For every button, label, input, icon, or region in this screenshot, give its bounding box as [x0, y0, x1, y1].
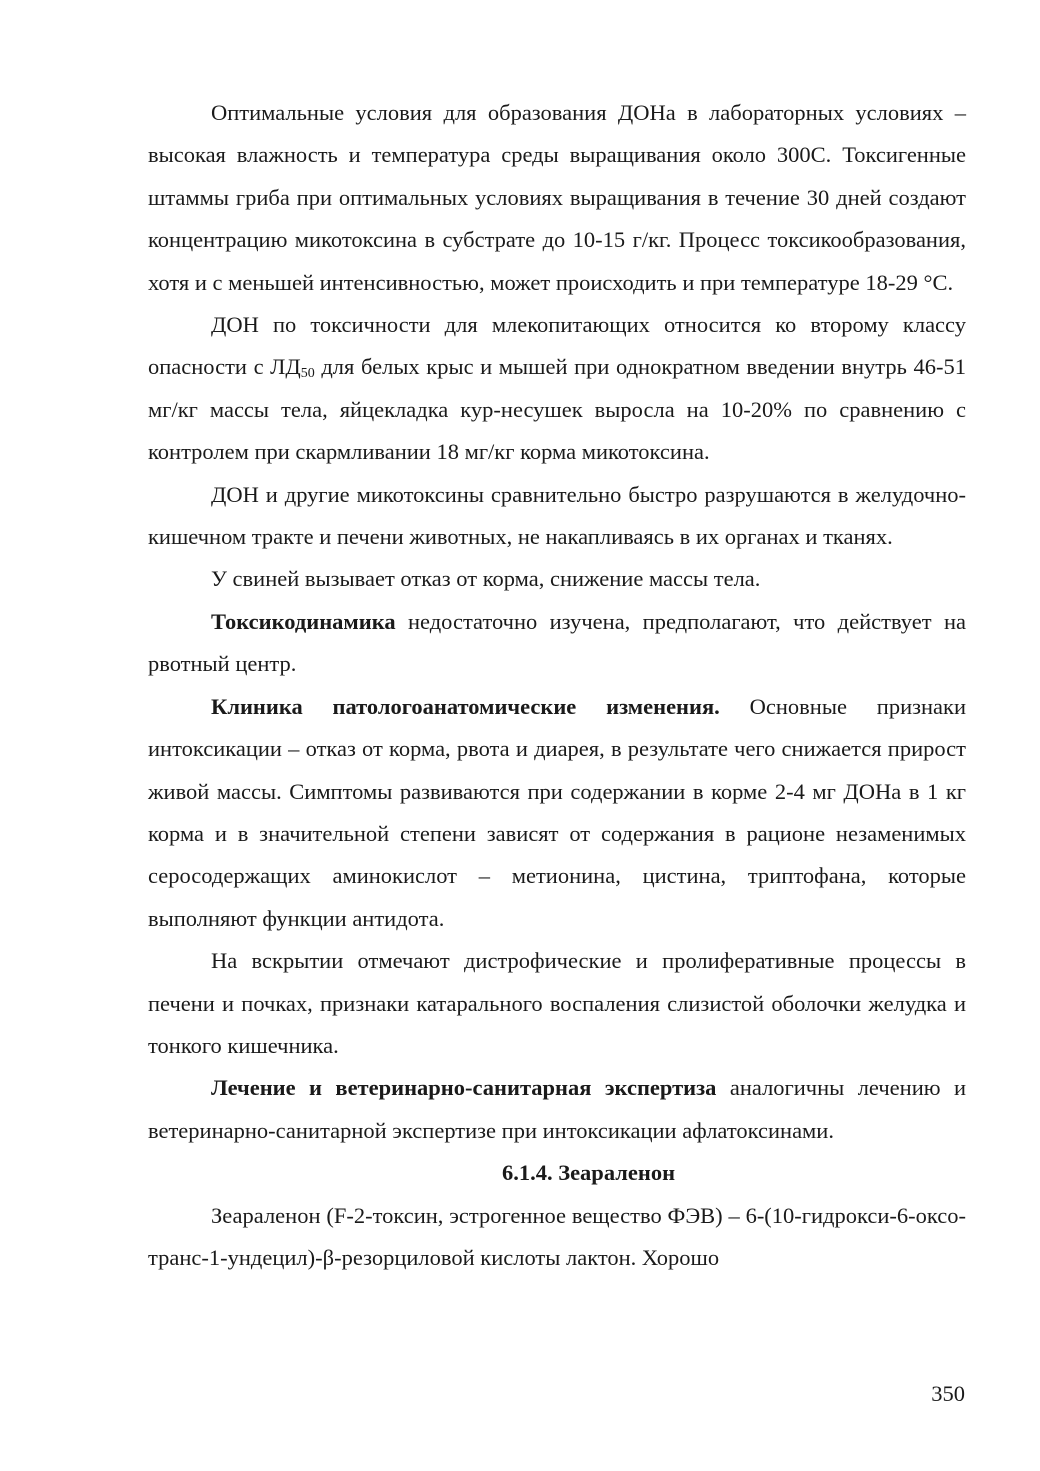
section-heading: 6.1.4. Зеараленон — [501, 1160, 676, 1186]
clinic-text: Основные признаки интоксикации – отказ от корма, рвота и диарея, в результате чего снижается прирост живой массы. Симптомы развиваются при содержании в корме 2-4 мг ДОНа в 1 кг корма и в значительной степени зависят от содержания в рационе незаменимых серосодержащих аминокислот – метионина, цистина, триптофана, которые выполняют функции антидота. — [148, 693, 966, 931]
paragraph-toxicodynamics — [148, 601, 966, 686]
toxicodynamics-term: Токсикодинамика — [211, 608, 396, 634]
clinic-term: Клиника патологоанатомические изменения. — [211, 693, 720, 719]
treatment-term: Лечение и ветеринарно-санитарная экспертиза — [211, 1075, 717, 1101]
paragraph-pigs: У свиней вызывает отказ от корма, снижение массы тела. — [211, 566, 761, 592]
toxicity-text-end: для белых крыс и мышей при однократном введении внутрь 46-51 мг/кг массы тела, яйцекладка кур-несушек выросла на 10-20% по сравнению с контролем при скармливании 18 мг/кг корма микотоксина. — [148, 354, 966, 465]
paragraph-clinic — [148, 686, 966, 940]
paragraph-zearalenone: Зеараленон (F-2-токсин, эстрогенное вещество ФЭВ) – 6-(10-гидрокси-6-оксо-транс-1-ундецил)-β-резорциловой кислоты лактон. Хорошо — [148, 1202, 966, 1270]
toxicodynamics-text: недостаточно изучена, предполагают, что действует на рвотный центр. — [148, 608, 966, 677]
paragraph-treatment — [148, 1067, 966, 1152]
page-number: 350 — [931, 1381, 965, 1406]
paragraph-degradation: ДОН и другие микотоксины сравнительно быстро разрушаются в желудочно-кишечном тракте и печени животных, не накапливаясь в их органах и тканях. — [148, 481, 966, 550]
body-text — [148, 92, 966, 1279]
paragraph-optimal-conditions: Оптимальные условия для образования ДОНа в лабораторных условиях – высокая влажность и температура среды выращивания около 300С. Токсигенные штаммы гриба при оптимальных условиях выращивания в течение 30 дней создают концентрацию микотоксина в субстрате до 10-15 г/кг. Процесс токсикообразования, хотя и с меньшей интенсивностью, может происходить и при температуре 18-29 °С. — [148, 100, 966, 295]
ld-subscript: 50 — [300, 366, 315, 382]
paragraph-autopsy: На вскрытии отмечают дистрофические и пролиферативные процессы в печени и почках, признаки катарального воспаления слизистой оболочки желудка и тонкого кишечника. — [148, 948, 966, 1058]
treatment-text: аналогичны лечению и ветеринарно-санитарной экспертизе при интоксикации афлатоксинами. — [148, 1075, 967, 1143]
paragraph-toxicity — [148, 304, 966, 474]
toxicity-text-start: ДОН по токсичности для млекопитающих относится ко второму классу опасности с ЛД — [148, 312, 966, 380]
